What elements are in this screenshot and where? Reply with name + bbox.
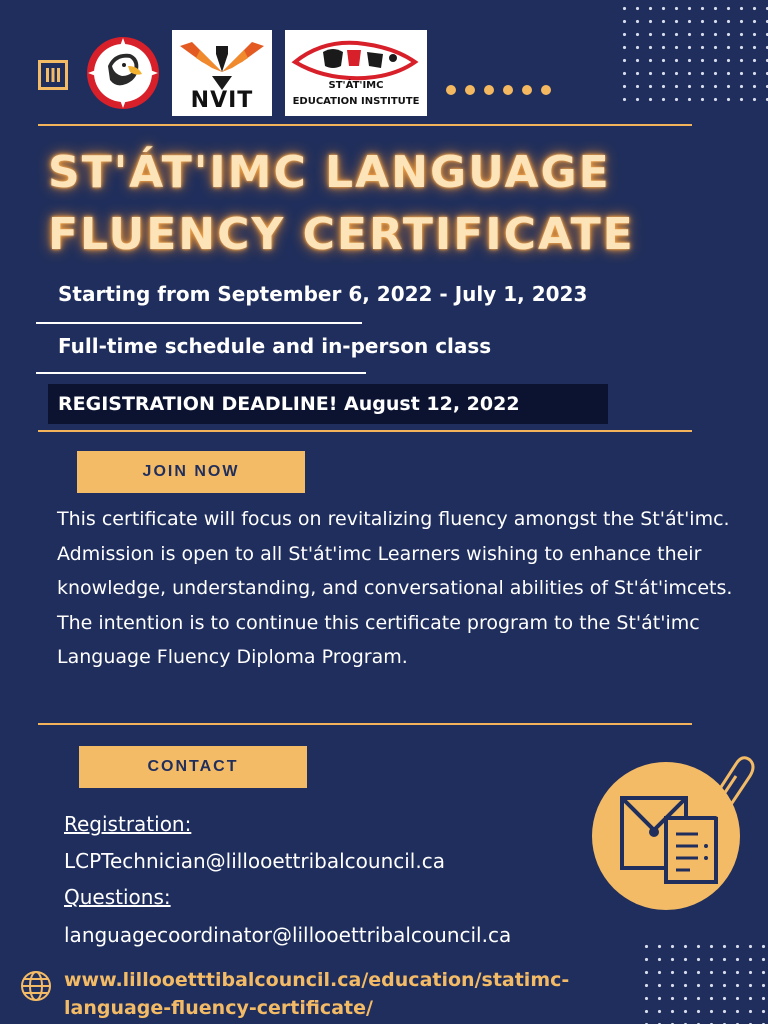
divider — [38, 124, 692, 126]
menu-icon[interactable] — [38, 60, 68, 90]
program-description — [57, 502, 747, 675]
page-title — [48, 142, 748, 266]
join-now-button[interactable]: JOIN NOW — [77, 451, 305, 493]
divider — [38, 723, 692, 725]
title-line-1: ST'ÁT'IMC LANGUAGE — [48, 147, 611, 198]
orange-dots-decoration — [446, 80, 560, 99]
dot-grid-decoration — [618, 2, 768, 102]
divider — [38, 430, 692, 432]
contact-button[interactable]: CONTACT — [79, 746, 307, 788]
schedule-info: Full-time schedule and in-person class — [58, 334, 492, 358]
divider — [36, 322, 362, 324]
contact-illustration — [586, 752, 756, 912]
description-paragraph-2: The intention is to continue this certificate program to the St'át'imc Language Fluency Diploma Program. — [57, 611, 700, 668]
nvit-logo — [172, 30, 272, 116]
education-institute-logo — [285, 30, 427, 116]
eagle-logo — [86, 36, 160, 110]
document-icon — [666, 818, 716, 882]
title-line-2: FLUENCY CERTIFICATE — [48, 209, 635, 260]
website-link[interactable]: www.lillooetttibalcouncil.ca/education/statimc-language-fluency-certificate/ — [64, 969, 570, 1019]
education-logo-line2: EDUCATION INSTITUTE — [292, 96, 420, 107]
divider — [36, 372, 366, 374]
education-logo-line1: ST'ÁT'IMC — [328, 80, 384, 91]
nvit-logo-text: NVIT — [190, 88, 254, 113]
globe-icon — [20, 970, 52, 1002]
dot-grid-decoration — [640, 940, 768, 1024]
questions-email-link[interactable]: languagecoordinator@lillooettribalcouncil.ca — [64, 923, 512, 947]
registration-label: Registration: — [64, 812, 192, 836]
program-dates: Starting from September 6, 2022 - July 1, 2023 — [58, 282, 588, 306]
registration-email-link[interactable]: LCPTechnician@lillooettribalcouncil.ca — [64, 849, 445, 873]
registration-deadline-banner: REGISTRATION DEADLINE! August 12, 2022 — [48, 384, 608, 424]
description-paragraph-1: This certificate will focus on revitalizing fluency amongst the St'át'imc. Admission is open to all St'át'imc Learners wishing to enhance their knowledge, understanding, and conversational abilities of St'át'imcets. — [57, 508, 733, 599]
questions-label: Questions: — [64, 885, 171, 909]
